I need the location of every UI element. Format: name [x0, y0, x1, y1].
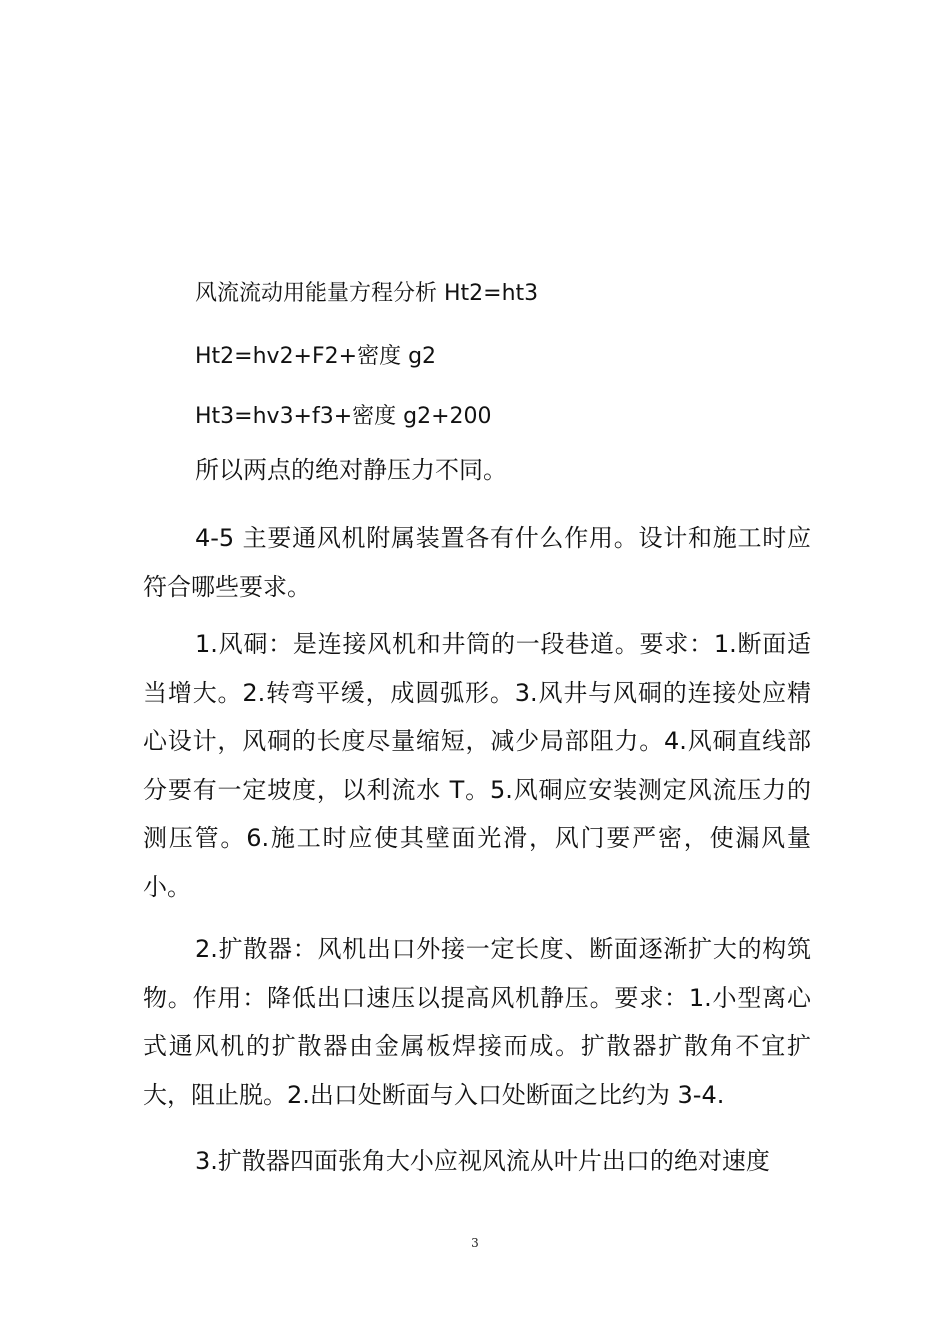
equation-ht3-line: Ht3=hv3+f3+密度 g2+200	[195, 404, 492, 429]
diffuser-angle-paragraph: 3.扩散器四面张角大小应视风流从叶片出口的绝对速度	[195, 1147, 770, 1175]
fengdong-paragraph: 1.风硐：是连接风机和井筒的一段巷道。要求：1.断面适当增大。2.转弯平缓，成圆弧形。3.风井与风硐的连接处应精心设计，风硐的长度尽量缩短，减少局部阻力。4.风硐直线部分要有一定坡度，以利流水 T。5.风硐应安装测定风流压力的测压管。6.施工时应使其壁面光滑，风门要严密，使漏风量小。	[143, 630, 811, 901]
question-4-5-paragraph: 4-5 主要通风机附属装置各有什么作用。设计和施工时应符合哪些要求。	[143, 524, 811, 601]
equation-analysis-line: 风流流动用能量方程分析 Ht2=ht3	[195, 281, 539, 306]
page-number: 3	[471, 1236, 479, 1250]
conclusion-line: 所以两点的绝对静压力不同。	[195, 456, 507, 484]
equation-ht2-line: Ht2=hv2+F2+密度 g2	[195, 344, 437, 369]
diffuser-paragraph: 2.扩散器：风机出口外接一定长度、断面逐渐扩大的构筑物。作用：降低出口速压以提高风机静压。要求：1.小型离心式通风机的扩散器由金属板焊接而成。扩散器扩散角不宜扩大，阻止脱。2.出口处断面与入口处断面之比约为 3-4.	[143, 935, 811, 1109]
